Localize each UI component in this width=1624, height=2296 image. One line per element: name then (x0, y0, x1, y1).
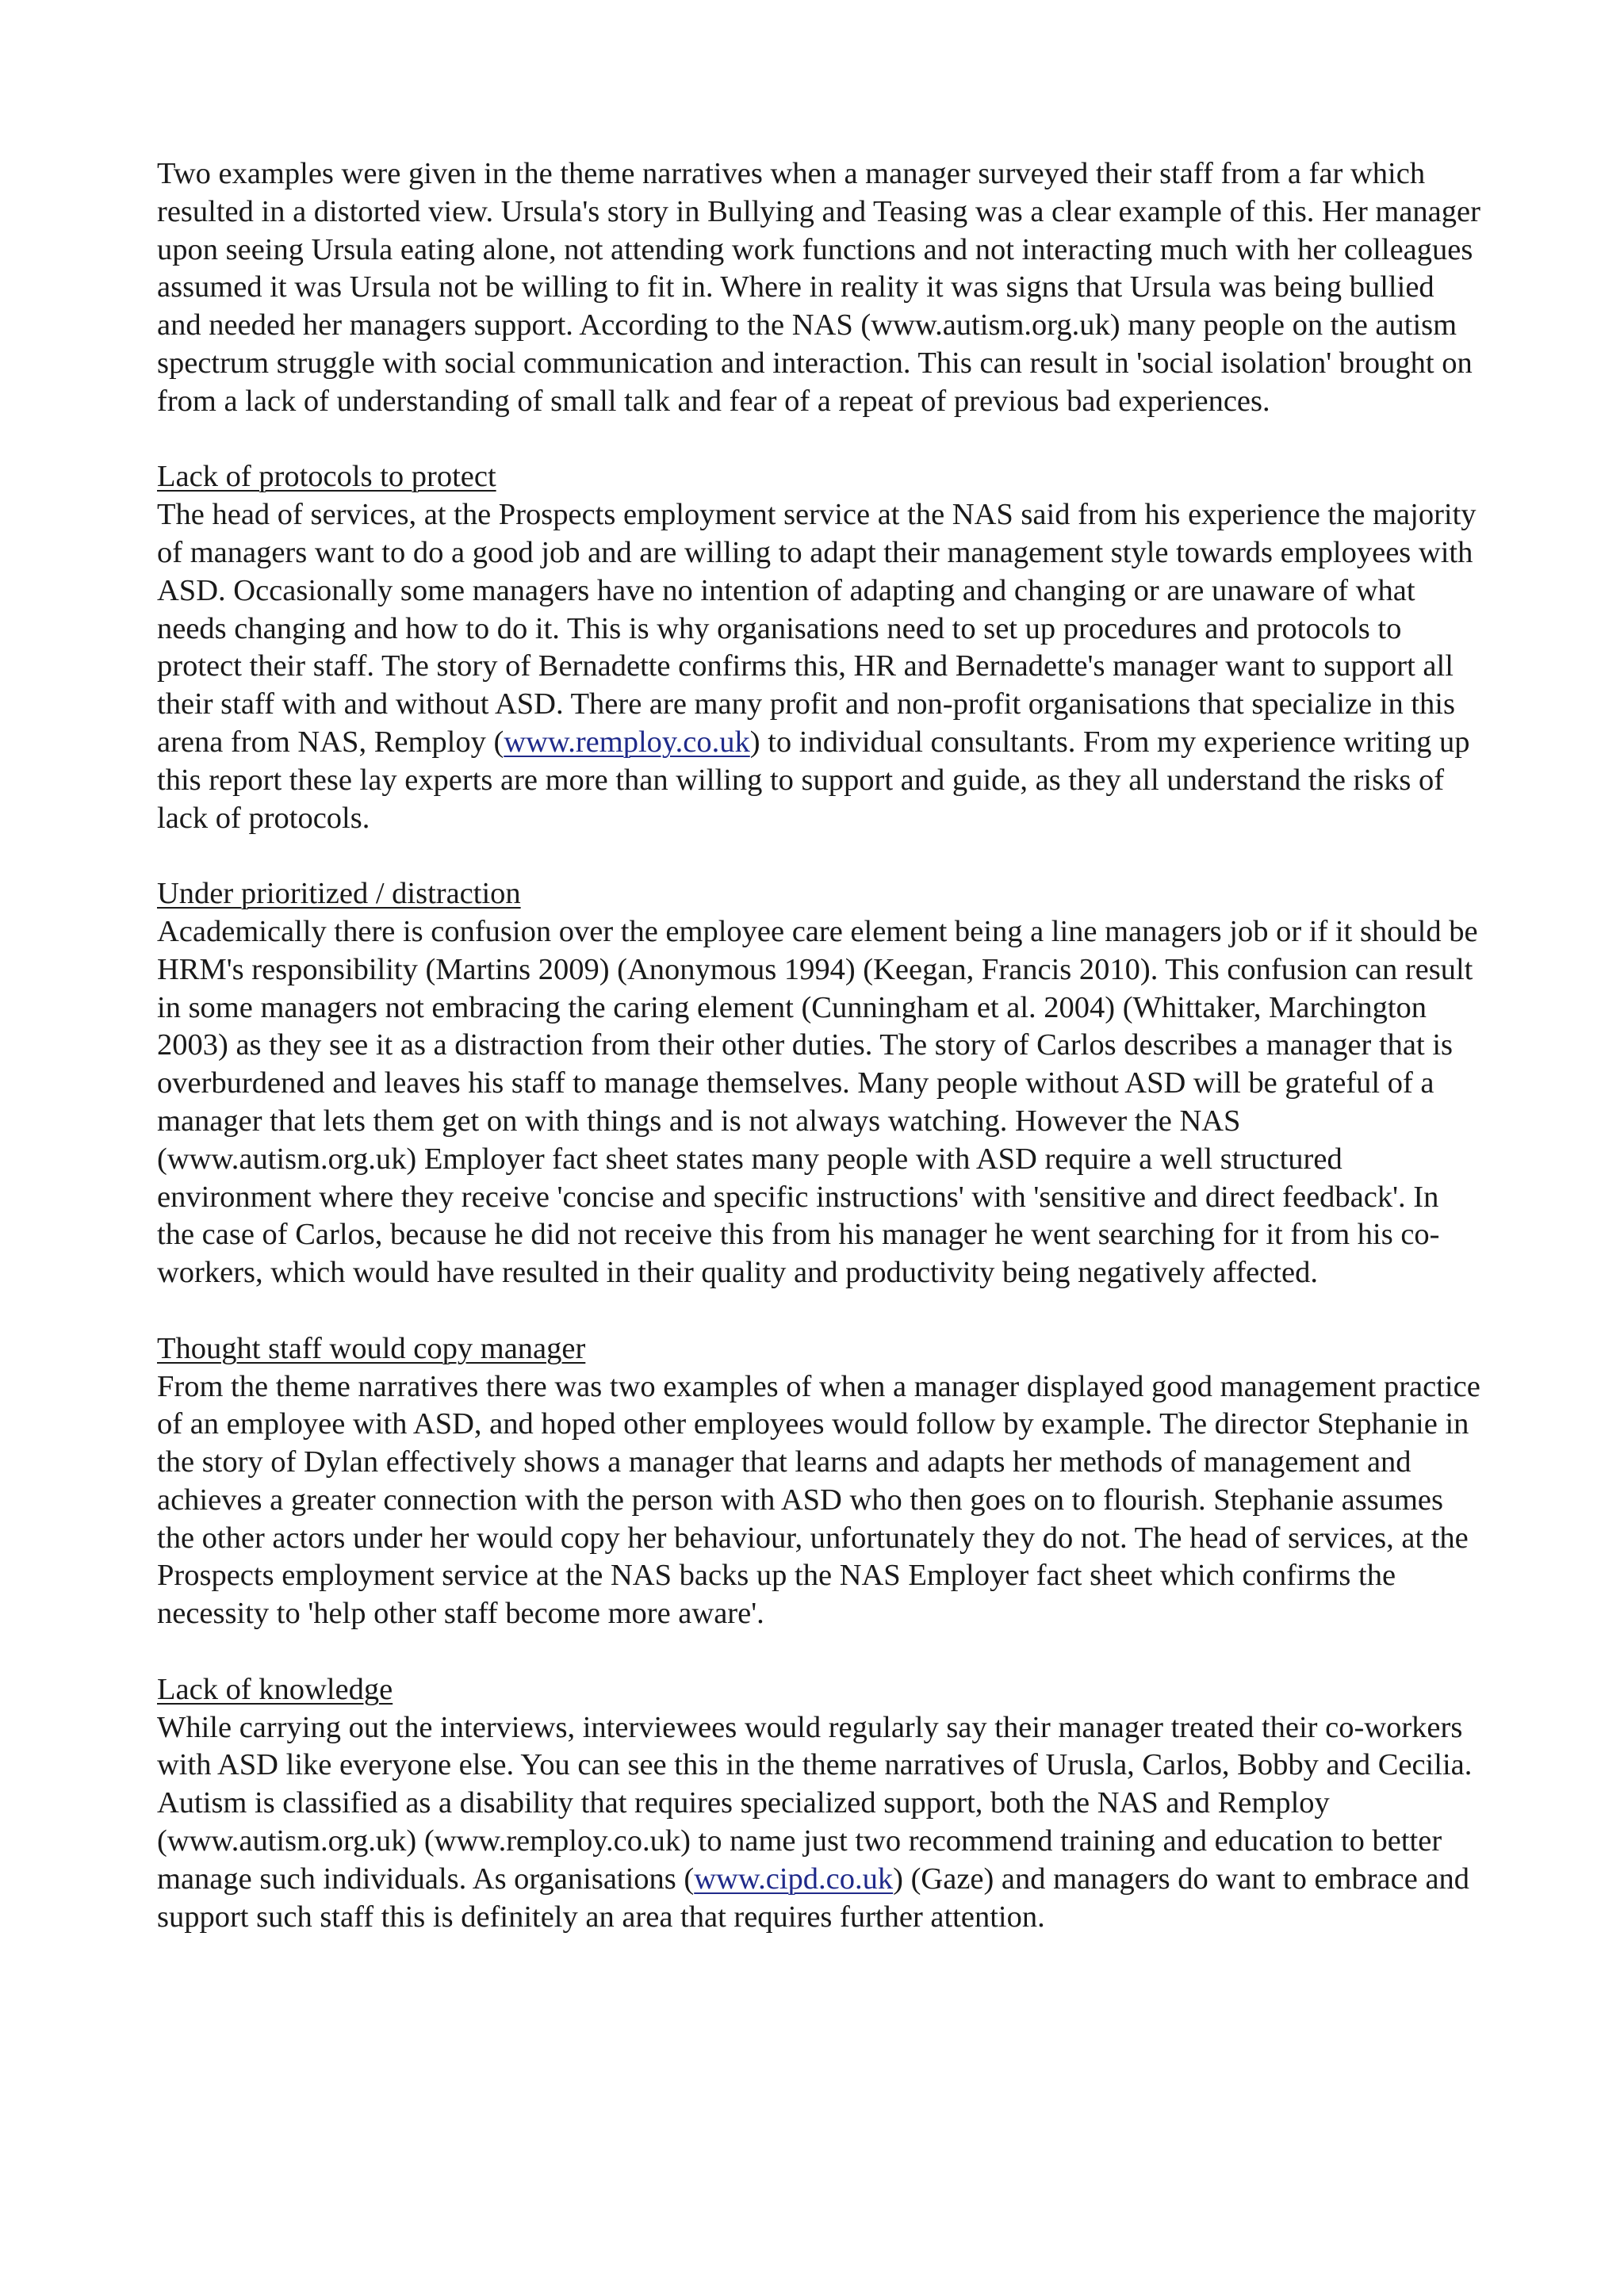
section-heading-copy-manager: Thought staff would copy manager (157, 1331, 586, 1365)
section-knowledge (157, 1671, 1483, 1937)
section-heading-knowledge: Lack of knowledge (157, 1672, 393, 1706)
section-body-prioritized: Academically there is confusion over the employee care element being a line managers job or if it should be HRM's responsibility (Martins 2009) (Anonymous 1994) (Keegan, Francis 2010). This confusion can result in some managers not embracing the caring element (Cunningham et al. 2004) (Whittaker, Marchington 2003) as they see it as a distraction from their other duties. The story of Carlos describes a manager that is overburdened and leaves his staff to manage themselves. Many people without ASD will be grateful of a manager that lets them get on with things and is not always watching. However the NAS (www.autism.org.uk) Employer fact sheet states many people with ASD require a well structured environment where they receive 'concise and specific instructions' with 'sensitive and direct feedback'. In the case of Carlos, because he did not receive this from his manager he went searching for it from his co-workers, which would have resulted in their quality and productivity being negatively affected. (157, 914, 1478, 1290)
document-page (157, 155, 1483, 1974)
knowledge-text-start: While carrying out the interviews, interviewees would regularly say their manager treated their co-workers with ASD like everyone else. You can see this in the theme narratives of Urusla, Carlos, Bobby and Cecilia. Autism is classified as a disability that requires specialized support, both the NAS and Remploy (www.autism.org.uk) (www.remploy.co.uk) to name just two recommend training and education to better manage such individuals. As organisations ( (157, 1710, 1473, 1896)
section-body-protocols (157, 496, 1483, 837)
section-protocols (157, 458, 1483, 837)
section-heading-prioritized: Under prioritized / distraction (157, 877, 521, 911)
knowledge-text-end: ) (Gaze) and managers do want to embrace and support such staff this is definitely an area that requires further attention. (157, 1862, 1470, 1934)
section-copy-manager (157, 1330, 1483, 1633)
protocols-text-start: The head of services, at the Prospects employment service at the NAS said from his experience the majority of managers want to do a good job and are willing to adapt their management style towards employees with ASD. Occasionally some managers have no intention of adapting and changing or are unaware of what needs changing and how to do it. This is why organisations need to set up procedures and protocols to protect their staff. The story of Bernadette confirms this, HR and Bernadette's manager want to support all their staff with and without ASD. There are many profit and non-profit organisations that specialize in this arena from NAS, Remploy ( (157, 498, 1477, 759)
intro-text: Two examples were given in the theme narratives when a manager surveyed their staff from a far which resulted in a distorted view. Ursula's story in Bullying and Teasing was a clear example of this. Her manager upon seeing Ursula eating alone, not attending work functions and not interacting much with her colleagues assumed it was Ursula not be willing to fit in. Where in reality it was signs that Ursula was being bullied and needed her managers support. According to the NAS (www.autism.org.uk) many people on the autism spectrum struggle with social communication and interaction. This can result in 'social isolation' brought on from a lack of understanding of small talk and fear of a repeat of previous bad experiences. (157, 157, 1480, 418)
section-prioritized (157, 875, 1483, 1292)
section-body-copy-manager: From the theme narratives there was two examples of when a manager displayed good management practice of an employee with ASD, and hoped other employees would follow by example. The director Stephanie in the story of Dylan effectively shows a manager that learns and adapts her methods of management and achieves a greater connection with the person with ASD who then goes on to flourish. Stephanie assumes the other actors under her would copy her behaviour, unfortunately they do not. The head of services, at the Prospects employment service at the NAS backs up the NAS Employer fact sheet which confirms the necessity to 'help other staff become more aware'. (157, 1369, 1480, 1631)
section-body-knowledge (157, 1709, 1483, 1937)
protocols-text-end: ) to individual consultants. From my experience writing up this report these lay experts are more than willing to support and guide, as they all understand the risks of lack of protocols. (157, 725, 1470, 835)
remploy-link[interactable]: www.remploy.co.uk (504, 725, 750, 759)
cipd-link[interactable]: www.cipd.co.uk (694, 1862, 894, 1896)
intro-paragraph (157, 155, 1483, 421)
section-heading-protocols: Lack of protocols to protect (157, 460, 496, 494)
